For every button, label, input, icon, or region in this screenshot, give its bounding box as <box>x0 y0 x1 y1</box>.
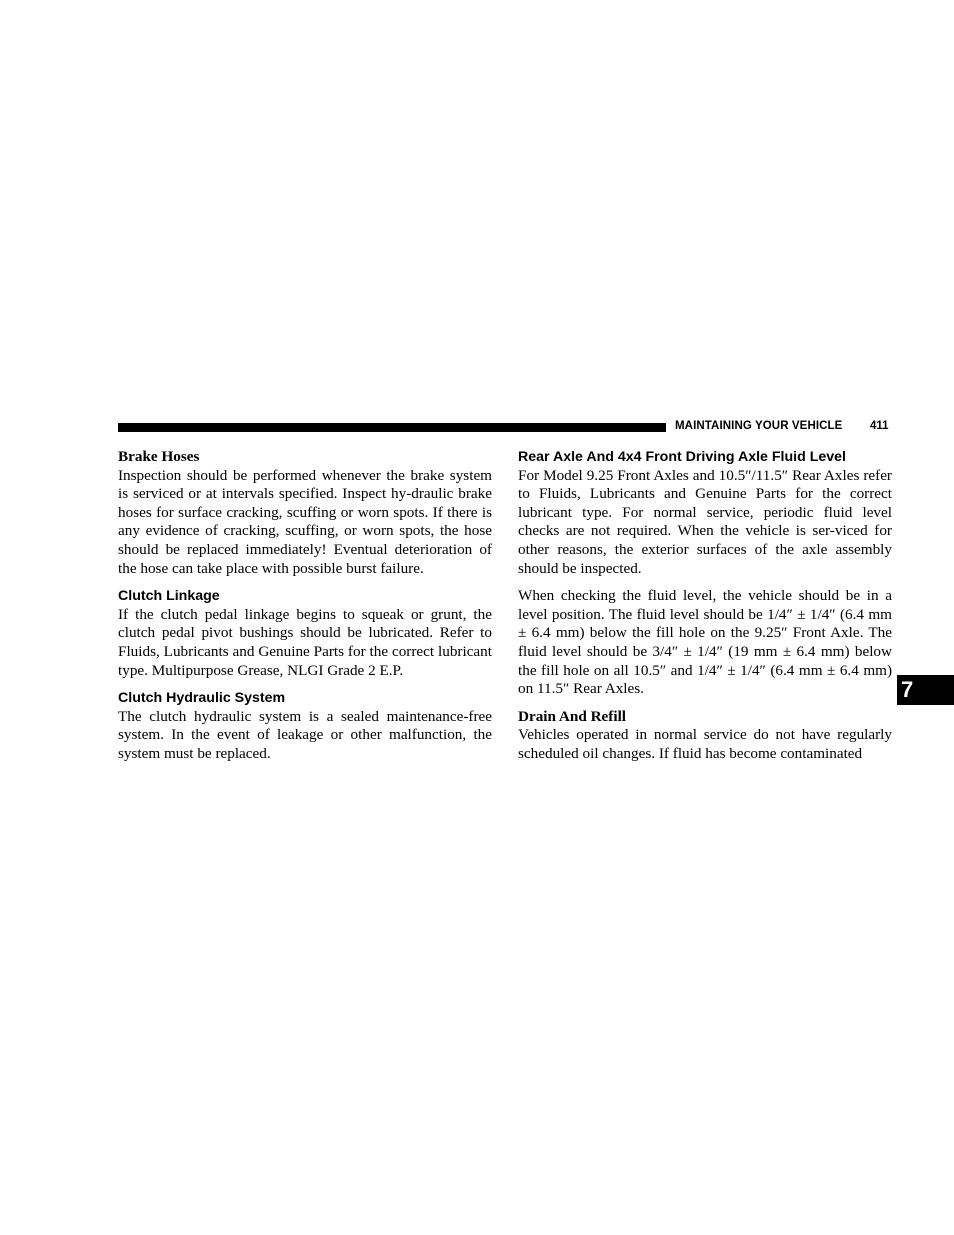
drain-refill-section <box>518 708 892 764</box>
left-column <box>118 448 492 764</box>
clutch-hydraulic-text: The clutch hydraulic system is a sealed maintenance-free system. In the event of leakage or other malfunction, the system must be replaced. <box>118 707 492 762</box>
brake-hoses-text: Inspection should be performed whenever the brake system is serviced or at intervals specified. Inspect hy-draulic brake hoses for surface cracking, scuffing or worn spots. If there is any evidence of cracking, scuffing, or worn spots, the hose should be replaced immediately! Eventual deterioration of the hose can take place with possible burst failure. <box>118 466 492 577</box>
clutch-linkage-heading: Clutch Linkage <box>118 588 220 605</box>
axle-fluid-text-1: For Model 9.25 Front Axles and 10.5″/11.5″ Rear Axles refer to Fluids, Lubricants and Genuine Parts for the correct lubricant type. For normal service, periodic fluid level checks are not required. When the vehicle is ser-viced for other reasons, the exterior surfaces of the axle assembly should be inspected. <box>518 466 892 577</box>
drain-refill-heading: Drain And Refill <box>518 707 627 725</box>
brake-hoses-heading: Brake Hoses <box>118 448 200 465</box>
running-header-title: MAINTAINING YOUR VEHICLE <box>675 420 843 432</box>
right-column <box>518 448 892 764</box>
clutch-linkage-section <box>118 587 492 680</box>
drain-refill-text: Vehicles operated in normal service do not have regularly scheduled oil changes. If fluid has become contaminated <box>518 726 892 762</box>
clutch-hydraulic-heading: Clutch Hydraulic System <box>118 690 286 707</box>
clutch-linkage-text: If the clutch pedal linkage begins to squeak or grunt, the clutch pedal pivot bushings should be lubricated. Refer to Fluids, Lubricants and Genuine Parts for the correct lubricant type. Multipurpose Grease, NLGI Grade 2 E.P. <box>118 605 492 679</box>
chapter-tab: 7 <box>897 675 954 705</box>
axle-fluid-text-2: When checking the fluid level, the vehicle should be in a level position. The fluid level should be 1/4″ ± 1/4″ (6.4 mm ± 6.4 mm) below the fill hole on the 9.25″ Front Axle. The fluid level should be 3/4″ ± 1/4″ (19 mm ± 6.4 mm) below the fill hole on all 10.5″ and 1/4″ ± 1/4″ (6.4 mm ± 6.4 mm) on 11.5″ Rear Axles. <box>518 587 892 698</box>
header-rule <box>118 423 666 432</box>
clutch-hydraulic-section <box>118 689 492 763</box>
axle-fluid-section <box>518 448 892 699</box>
brake-hoses-section <box>118 448 492 578</box>
page-number: 411 <box>870 420 889 432</box>
axle-fluid-heading: Rear Axle And 4x4 Front Driving Axle Fluid Level <box>518 449 846 465</box>
